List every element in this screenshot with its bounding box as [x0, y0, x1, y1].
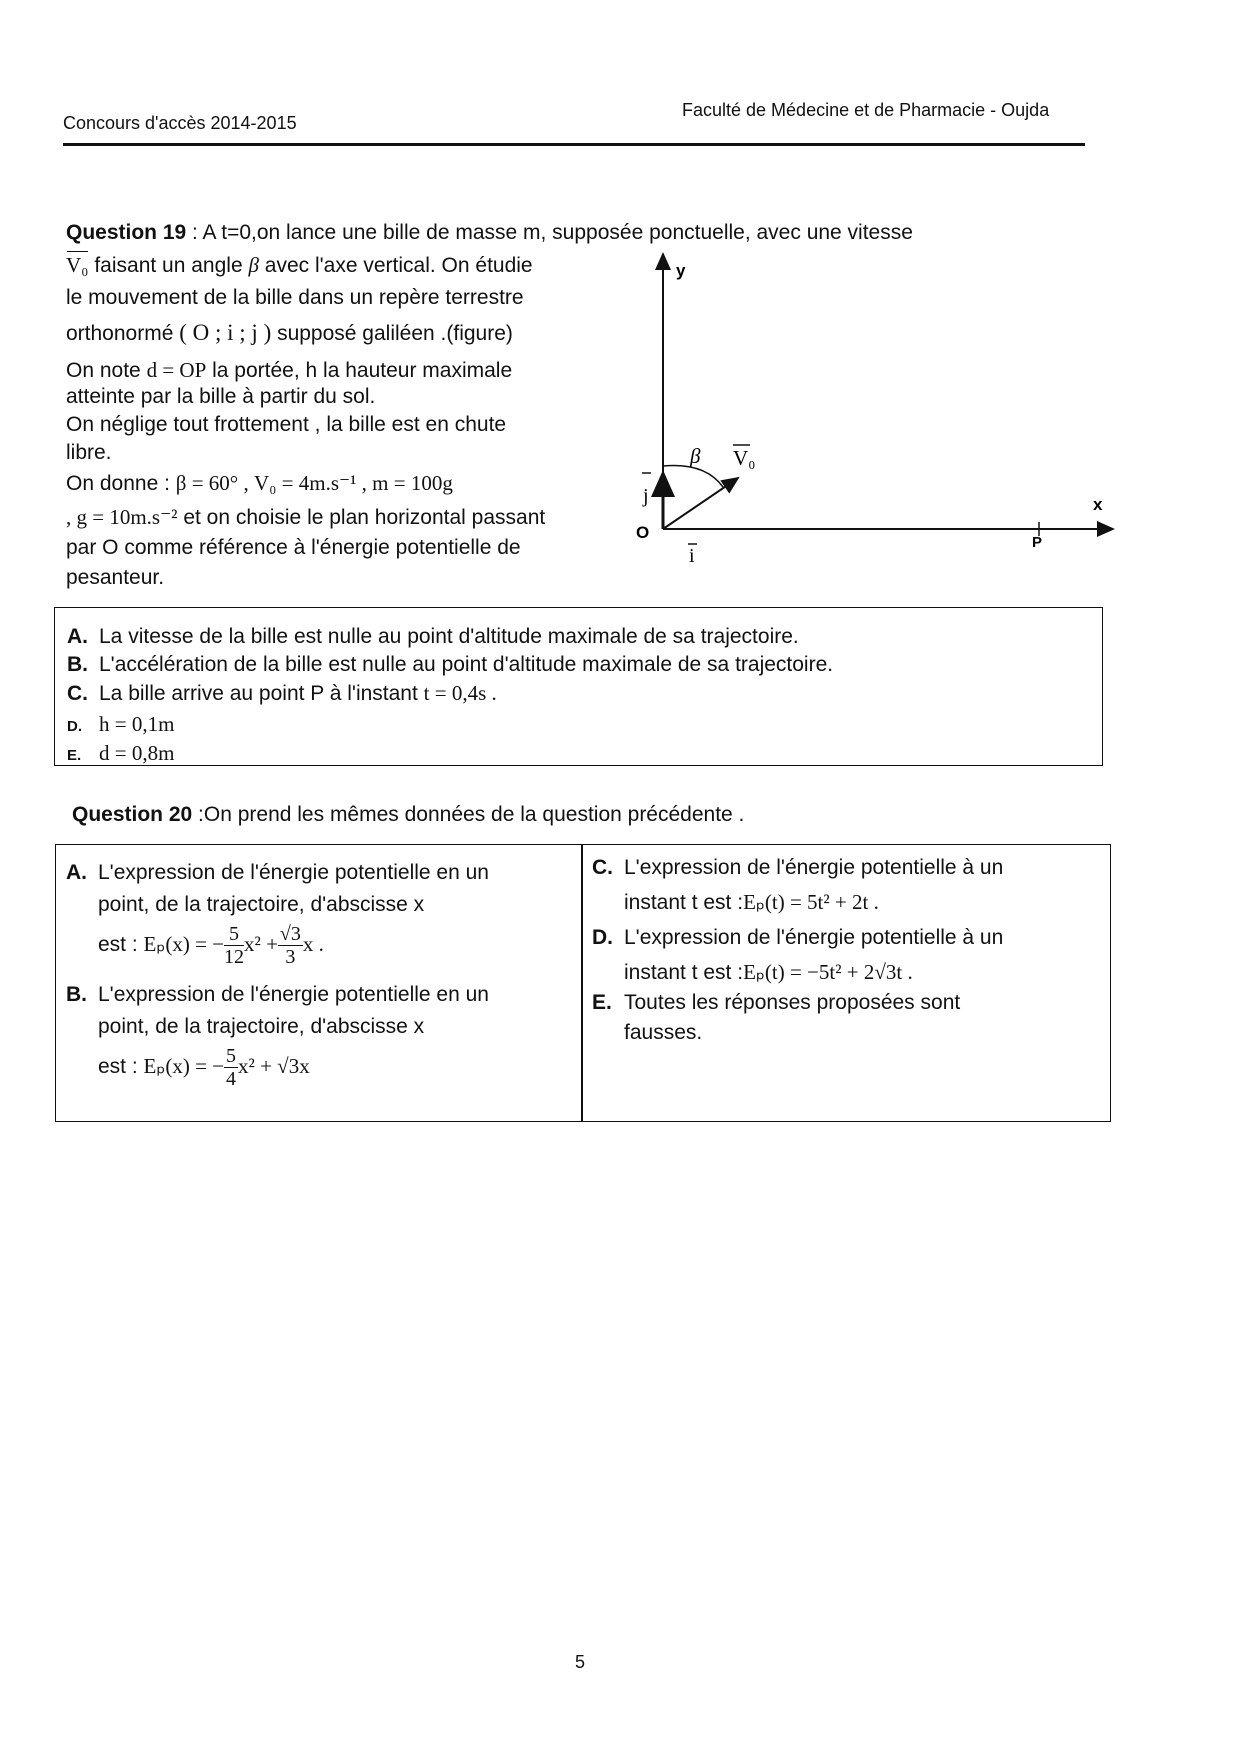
- option-letter: C.: [592, 856, 613, 879]
- text: L'expression de l'énergie potentielle à un: [624, 856, 1004, 879]
- fraction: $\frac{√3}{3}$: [279, 923, 301, 968]
- x-label: x: [1093, 495, 1103, 514]
- text: point, de la trajectoire, d'abscisse x: [98, 893, 425, 916]
- fraction: $\frac{5}{12}$: [224, 923, 245, 968]
- j-label: j: [643, 485, 649, 507]
- option-letter: A.: [67, 625, 88, 648]
- q20-label: Question 20: [72, 803, 193, 826]
- option-letter: E.: [67, 747, 82, 764]
- option-letter: E.: [592, 991, 612, 1014]
- q19-option-c[interactable]: [67, 681, 497, 706]
- q19-option-a[interactable]: [67, 625, 799, 649]
- text: instant t est :: [624, 891, 744, 914]
- q19-option-e[interactable]: [67, 741, 174, 766]
- math: , g = 10m.s⁻²: [66, 505, 178, 529]
- q19-line7: On néglige tout frottement , la bille est en chute: [66, 413, 507, 436]
- math: Eₚ(t) = −5t² + 2√3t .: [743, 960, 913, 984]
- option-letter: D.: [592, 926, 613, 949]
- option-math: h = 0,1m: [99, 712, 175, 736]
- math: x² +: [244, 932, 278, 957]
- text: la portée, h la hauteur maximale: [212, 359, 513, 382]
- text: supposé galiléen .(figure): [277, 322, 513, 345]
- option-text: La bille arrive au point P à l'instant: [99, 682, 418, 705]
- text: Toutes les réponses proposées sont: [624, 991, 961, 1014]
- q20-options-box: [55, 844, 1111, 1122]
- math: d = OP: [146, 358, 207, 382]
- q20-option-a[interactable]: [66, 857, 489, 968]
- beta-arc: [663, 465, 723, 487]
- option-letter: B.: [67, 653, 88, 676]
- text: instant t est :: [624, 961, 744, 984]
- math: ( O ; i ; j ): [179, 320, 272, 345]
- q19-option-b[interactable]: [67, 653, 833, 677]
- q20-option-c[interactable]: [592, 851, 1003, 920]
- option-letter: C.: [67, 682, 88, 705]
- fraction: $\frac{5}{4}$: [226, 1045, 237, 1090]
- beta-label: β: [690, 444, 701, 468]
- text: fausses.: [624, 1021, 703, 1044]
- text: : A t=0,on lance une bille de masse m, supposée ponctuelle, avec une vitesse: [186, 221, 913, 244]
- v0-label: V₀: [733, 446, 756, 470]
- q19-line12: pesanteur.: [66, 566, 165, 589]
- text: avec l'axe vertical. On étudie: [264, 254, 533, 277]
- header-left: Concours d'accès 2014-2015: [63, 113, 297, 133]
- q19-options-box: [54, 607, 1103, 766]
- column-divider: [581, 845, 583, 1121]
- option-text: La vitesse de la bille est nulle au point d'altitude maximale de sa trajectoire.: [99, 625, 799, 648]
- option-letter: A.: [66, 861, 87, 884]
- text: L'expression de l'énergie potentielle en un: [98, 861, 489, 884]
- option-text: L'accélération de la bille est nulle au point d'altitude maximale de sa trajectoire.: [99, 653, 834, 676]
- y-label: y: [676, 261, 686, 280]
- text: faisant un angle: [94, 254, 243, 277]
- q19-line2: [66, 250, 533, 281]
- math: V₀: [66, 250, 89, 280]
- math: β: [248, 253, 259, 277]
- text: est :: [98, 1055, 138, 1079]
- math: x² + √3x: [238, 1054, 310, 1079]
- page-number: 5: [575, 1652, 586, 1672]
- option-math: t = 0,4s .: [423, 681, 497, 705]
- q19-line10: [66, 502, 545, 533]
- q19-option-d[interactable]: [67, 712, 174, 737]
- text: L'expression de l'énergie potentielle à un: [624, 926, 1004, 949]
- text: :On prend les mêmes données de la question précédente .: [192, 803, 745, 826]
- option-math: d = 0,8m: [99, 741, 175, 765]
- math: Eₚ(x) = −: [143, 932, 225, 957]
- math: β = 60° , V₀ = 4m.s⁻¹ , m = 100g: [175, 471, 453, 495]
- q19-label: Question 19: [66, 221, 187, 244]
- header-right: Faculté de Médecine et de Pharmacie - Oujda: [682, 100, 1050, 120]
- q19-line8: libre.: [66, 441, 112, 464]
- text: orthonormé: [66, 322, 174, 345]
- text: est :: [98, 933, 138, 957]
- q19-line9: [66, 468, 453, 499]
- q19-line4: [66, 318, 513, 349]
- option-letter: D.: [67, 718, 82, 735]
- math: x .: [302, 932, 324, 957]
- text: On donne :: [66, 472, 170, 495]
- text: et on choisie le plan horizontal passant: [183, 506, 546, 529]
- q20-option-e[interactable]: [592, 988, 960, 1048]
- math: Eₚ(x) = −: [143, 1054, 225, 1079]
- v0-vector: [663, 478, 738, 529]
- text: On note: [66, 359, 141, 382]
- origin-label: O: [636, 523, 650, 542]
- header-rule: [63, 143, 1085, 146]
- q19-line3: le mouvement de la bille dans un repère terrestre: [66, 286, 524, 309]
- q19-line11: par O comme référence à l'énergie potentielle de: [66, 536, 521, 559]
- i-label: i: [689, 545, 695, 567]
- text: L'expression de l'énergie potentielle en un: [98, 983, 489, 1006]
- option-letter: B.: [66, 983, 87, 1006]
- text: point, de la trajectoire, d'abscisse x: [98, 1015, 425, 1038]
- math: Eₚ(t) = 5t² + 2t .: [743, 890, 879, 914]
- q19-line6: atteinte par la bille à partir du sol.: [66, 385, 376, 408]
- q20-option-b[interactable]: [66, 979, 489, 1090]
- q20-option-d[interactable]: [592, 921, 1003, 990]
- p-label: P: [1032, 534, 1043, 551]
- q20-intro: [72, 800, 744, 830]
- trajectory-figure: [620, 240, 1120, 580]
